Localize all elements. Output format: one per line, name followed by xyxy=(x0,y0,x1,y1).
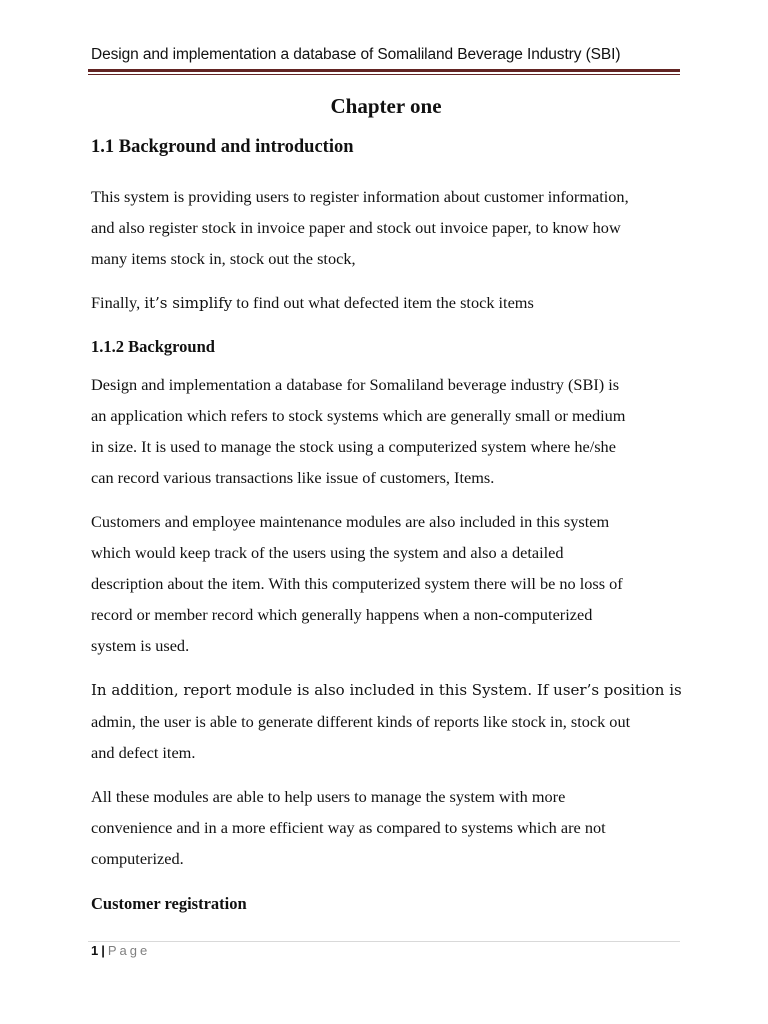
page-label: Page xyxy=(107,943,151,958)
section-heading-background: 1.1.2 Background xyxy=(91,337,215,356)
page-number: 1 xyxy=(91,943,99,958)
text-run: to find out what defected item the stock items xyxy=(232,293,534,312)
footer-separator: | xyxy=(101,943,105,958)
text-line: many items stock in, stock out the stock, xyxy=(91,249,356,268)
text-line: This system is providing users to register information about customer information, xyxy=(91,187,629,206)
paragraph-design xyxy=(91,369,681,493)
text-line xyxy=(91,287,681,319)
paragraph-report-module xyxy=(91,675,681,768)
paragraph-finally xyxy=(91,287,681,319)
header-rule-thin xyxy=(88,74,680,75)
text-line: record or member record which generally happens when a non-computerized xyxy=(91,605,593,624)
text-line: and also register stock in invoice paper and stock out invoice paper, to know how xyxy=(91,218,621,237)
text-run: Finally, xyxy=(91,293,145,312)
paragraph-intro xyxy=(91,181,681,274)
page-footer xyxy=(91,943,150,958)
chapter-title: Chapter one xyxy=(330,94,442,118)
text-line: and defect item. xyxy=(91,743,196,762)
section-heading-customer-registration: Customer registration xyxy=(91,894,247,913)
text-line: convenience and in a more efficient way as compared to systems which are not xyxy=(91,818,606,837)
text-line: All these modules are able to help users to manage the system with more xyxy=(91,787,566,806)
text-line: description about the item. With this computerized system there will be no loss of xyxy=(91,574,623,593)
text-line: Design and implementation a database for Somaliland beverage industry (SBI) is xyxy=(91,375,620,394)
text-line: system is used. xyxy=(91,636,190,655)
emphasis-text: it’s simplify xyxy=(144,294,233,312)
section-heading-background-introduction: 1.1 Background and introduction xyxy=(91,137,354,157)
text-line: which would keep track of the users using the system and also a detailed xyxy=(91,543,564,562)
header-rule-thick xyxy=(88,69,680,72)
text-line: in size. It is used to manage the stock using a computerized system where he/she xyxy=(91,437,616,456)
text-line: an application which refers to stock systems which are generally small or medium xyxy=(91,406,626,425)
text-line: In addition, report module is also included in this System. If user’s position is xyxy=(91,681,682,699)
paragraph-modules xyxy=(91,506,681,661)
text-line: admin, the user is able to generate different kinds of reports like stock in, stock out xyxy=(91,712,631,731)
running-header: Design and implementation a database of Somaliland Beverage Industry (SBI) xyxy=(91,46,621,63)
footer-rule xyxy=(88,941,680,942)
text-line: computerized. xyxy=(91,849,184,868)
paragraph-all-modules xyxy=(91,781,681,874)
text-line: Customers and employee maintenance modules are also included in this system xyxy=(91,512,610,531)
text-line: can record various transactions like issue of customers, Items. xyxy=(91,468,495,487)
